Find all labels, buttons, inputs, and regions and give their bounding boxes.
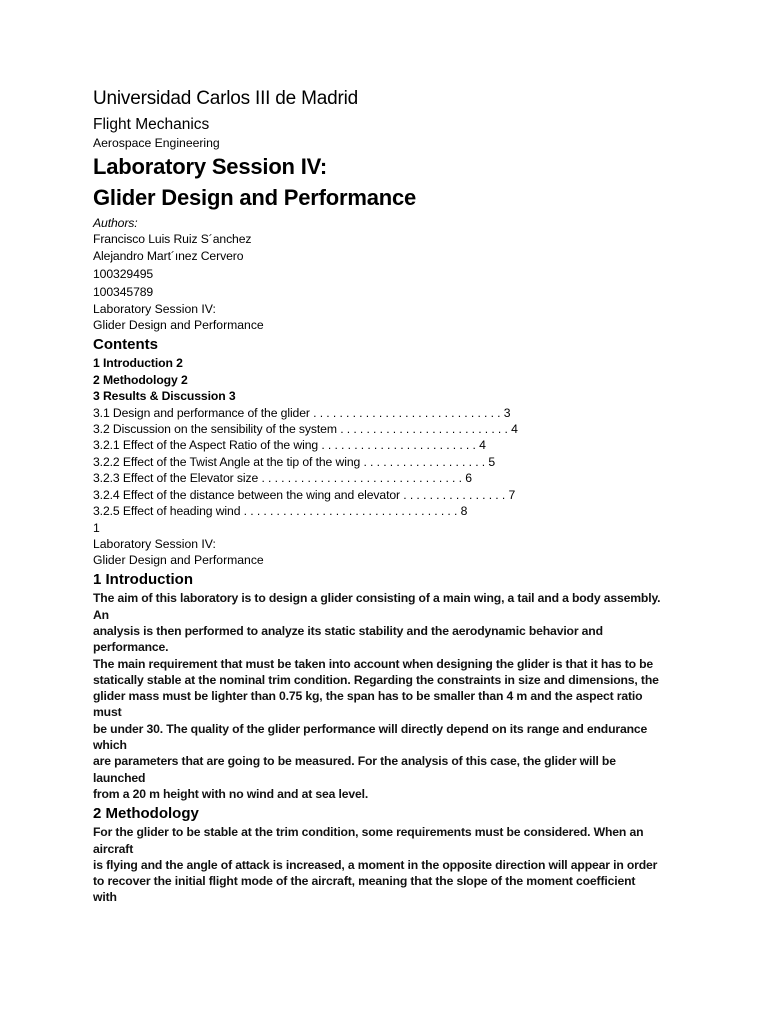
paragraph-line: statically stable at the nominal trim condition. Regarding the constraints in size and dimensions, the (93, 672, 659, 687)
authors-label: Authors: (93, 216, 138, 230)
paragraph-line: with (93, 890, 117, 905)
running-header-line-1: Laboratory Session IV: (93, 302, 216, 317)
paragraph-line: An (93, 607, 109, 622)
paragraph-line: launched (93, 770, 146, 785)
paragraph-line: The aim of this laboratory is to design a glider consisting of a main wing, a tail and a body assembly. (93, 591, 661, 606)
page-number: 1 (93, 521, 100, 536)
introduction-body (93, 590, 683, 802)
running-header-line-1: Laboratory Session IV: (93, 537, 216, 552)
paragraph-line: is flying and the angle of attack is increased, a moment in the opposite direction will appear in order (93, 857, 658, 872)
paragraph-line: are parameters that are going to be measured. For the analysis of this case, the glider will be (93, 754, 616, 769)
paragraph-line: The main requirement that must be taken into account when designing the glider is that it has to be (93, 656, 654, 671)
table-of-contents (93, 355, 683, 519)
author-name: Alejandro Mart´ınez Cervero (93, 249, 244, 264)
toc-item[interactable]: 1 Introduction 2 (93, 356, 183, 371)
paragraph-line: analysis is then performed to analyze its static stability and the aerodynamic behavior and (93, 623, 603, 638)
title-line-2: Glider Design and Performance (93, 185, 417, 210)
contents-heading: Contents (93, 336, 158, 354)
paragraph-line: glider mass must be lighter than 0.75 kg, the span has to be smaller than 4 m and the aspect ratio (93, 689, 643, 704)
toc-item[interactable]: 2 Methodology 2 (93, 372, 188, 387)
toc-item[interactable]: 3.2.5 Effect of heading wind . . . . . . . . . . . . . . . . . . . . . . . . . . . . . . . . . 8 (93, 503, 468, 518)
paragraph-line: to recover the initial flight mode of the aircraft, meaning that the slope of the moment coefficient (93, 874, 636, 889)
methodology-body (93, 824, 683, 905)
toc-item[interactable]: 3 Results & Discussion 3 (93, 389, 236, 404)
section-heading-methodology: 2 Methodology (93, 805, 199, 823)
toc-item[interactable]: 3.2.1 Effect of the Aspect Ratio of the wing . . . . . . . . . . . . . . . . . . . . . . . . 4 (93, 438, 486, 453)
toc-item[interactable]: 3.2 Discussion on the sensibility of the system . . . . . . . . . . . . . . . . . . . . . . . . . . 4 (93, 421, 518, 436)
paragraph-line: performance. (93, 640, 169, 655)
running-header-line-2: Glider Design and Performance (93, 553, 264, 568)
author-id: 100329495 (93, 267, 154, 282)
course-name: Flight Mechanics (93, 116, 210, 133)
author-name: Francisco Luis Ruiz S´anchez (93, 232, 252, 247)
author-id: 100345789 (93, 285, 154, 300)
paragraph-line: be under 30. The quality of the glider performance will directly depend on its range and endurance (93, 721, 648, 736)
paragraph-line: aircraft (93, 841, 134, 856)
title-line-1: Laboratory Session IV: (93, 154, 328, 179)
paragraph-line: from a 20 m height with no wind and at sea level. (93, 786, 369, 801)
toc-item[interactable]: 3.1 Design and performance of the glider . . . . . . . . . . . . . . . . . . . . . . . . . . . . . 3 (93, 405, 511, 420)
document-page (93, 84, 683, 906)
program-name: Aerospace Engineering (93, 136, 220, 150)
running-header-line-2: Glider Design and Performance (93, 318, 264, 333)
section-heading-introduction: 1 Introduction (93, 571, 193, 589)
toc-item[interactable]: 3.2.3 Effect of the Elevator size . . . . . . . . . . . . . . . . . . . . . . . . . . . . . . . 6 (93, 471, 472, 486)
paragraph-line: which (93, 738, 127, 753)
paragraph-line: must (93, 705, 122, 720)
toc-item[interactable]: 3.2.4 Effect of the distance between the wing and elevator . . . . . . . . . . . . . . . . 7 (93, 487, 516, 502)
paragraph-line: For the glider to be stable at the trim condition, some requirements must be considered. When an (93, 825, 644, 840)
university-name: Universidad Carlos III de Madrid (93, 88, 358, 109)
toc-item[interactable]: 3.2.2 Effect of the Twist Angle at the tip of the wing . . . . . . . . . . . . . . . . . . . 5 (93, 454, 496, 469)
